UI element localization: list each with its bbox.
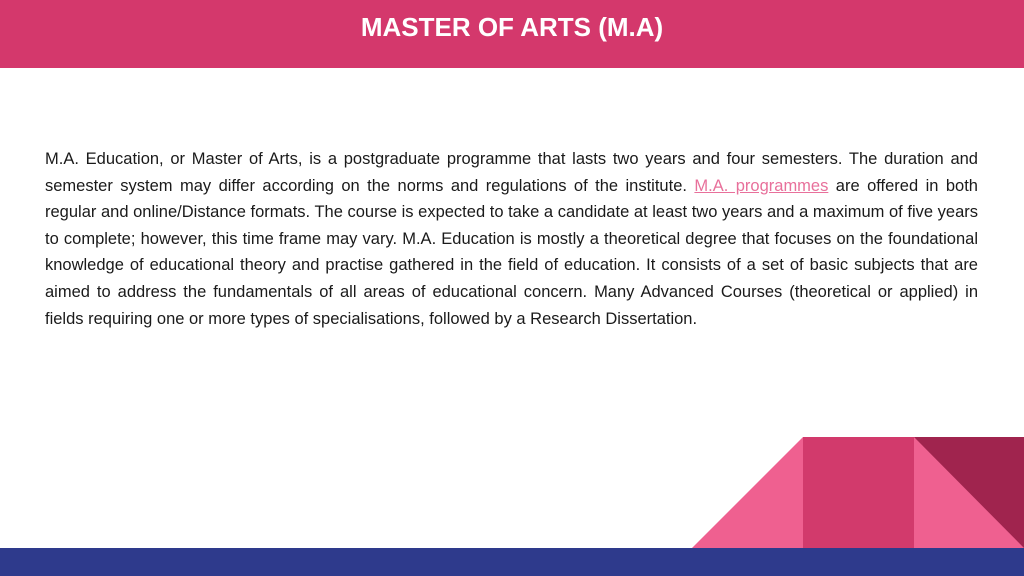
decor-light-triangle	[692, 437, 803, 548]
ma-programmes-link[interactable]: M.A. programmes	[694, 176, 829, 195]
footer-bar	[0, 548, 1024, 576]
paragraph-text-start: M.A. Education, or Master of Arts, is a postgraduate programme that lasts two years and four semesters. The duration and semester system may differ according on the norms and regulations of the institute.	[45, 150, 978, 195]
decor-mid-square	[803, 437, 914, 548]
slide-title: MASTER OF ARTS (M.A)	[360, 12, 664, 42]
paragraph-text-end: are offered in both regular and online/Distance formats. The course is expected to take a candidate at least two years and a maximum of five years to complete; however, this time frame may vary. M.A. Education is mostly a theoretical degree that focuses on the foundational knowledge of educational theory and practise gathered in the field of education. It consists of a set of basic subjects that are aimed to address the fundamentals of all areas of educational concern. Many Advanced Courses (theoretical or applied) in fields requiring one or more types of specialisations, followed by a Research Dissertation.	[45, 176, 978, 328]
